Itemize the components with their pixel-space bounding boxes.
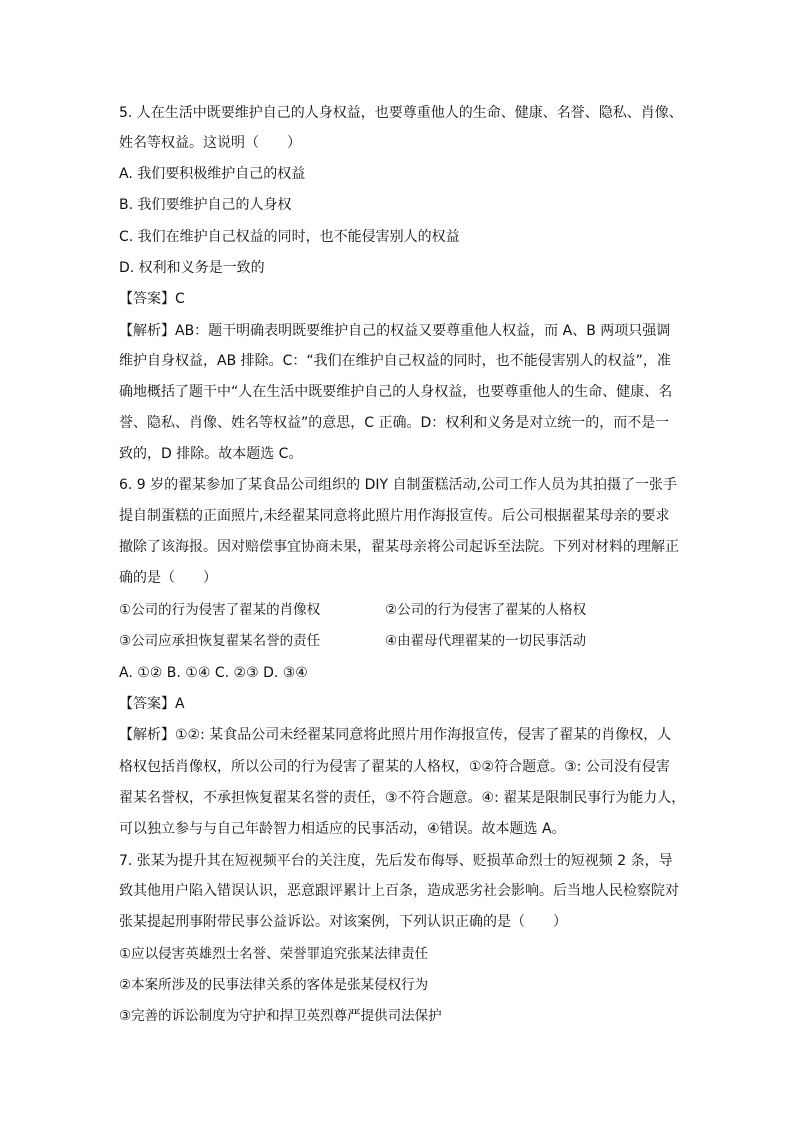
q7-stem-line: 张某提起刑事附带民事公益诉讼。对该案例，下列认识正确的是（ ） — [119, 914, 567, 930]
q7-stem-line: 致其他用户陷入错误认识，恶意跟评累计上百条，造成恶劣社会影响。后当地人民检察院对 — [119, 883, 679, 899]
q6-item-2: ②公司的行为侵害了翟某的人格权 — [385, 602, 587, 618]
q6-answer: 【答案】A — [119, 696, 185, 712]
q5-stem-line-1: 5. 人在生活中既要维护自己的人身权益，也要尊重他人的生命、健康、名誉、隐私、肖像、 — [119, 105, 683, 121]
q6-stem-line: 撤除了该海报。因对赔偿事宜协商未果，翟某母亲将公司起诉至法院。下列对材料的理解正 — [119, 539, 679, 555]
q6-item-4: ④由翟母代理翟某的一切民事活动 — [385, 633, 587, 649]
q5-analysis-line: 誉、隐私、肖像、姓名等权益”的意思，C 正确。D：权利和义务是对立统一的，而不是一 — [119, 415, 670, 431]
q6-analysis-line: 可以独立参与与自己年龄智力相适应的民事活动，④错误。故本题选 A。 — [119, 821, 566, 837]
q6-stem-line: 提自制蛋糕的正面照片,未经翟某同意将此照片用作海报宣传。后公司根据翟某母亲的要求 — [119, 508, 670, 524]
q6-item-1: ①公司的行为侵害了翟某的肖像权 — [119, 602, 321, 618]
q6-analysis-line: 格权包括肖像权，所以公司的行为侵害了翟某的人格权，①②符合题意。③: 公司没有侵害 — [119, 759, 670, 775]
q5-analysis-line: 维护自身权益，AB 排除。C：“我们在维护自己权益的同时，也不能侵害别人的权益”，准 — [119, 353, 671, 369]
q5-answer: 【答案】C — [119, 291, 185, 307]
q5-option-a: A. 我们要积极维护自己的权益 — [119, 166, 306, 182]
q6-analysis-line: 【解析】①②: 某食品公司未经翟某同意将此照片用作海报宣传，侵害了翟某的肖像权，人 — [119, 727, 672, 743]
q5-stem-line-2: 姓名等权益。这说明（ ） — [119, 135, 301, 151]
q5-analysis-line: 【解析】AB：题干明确表明既要维护自己的权益又要尊重他人权益，而 A、B 两项只强调 — [119, 323, 671, 339]
q7-item-2: ②本案所涉及的民事法律关系的客体是张某侵权行为 — [119, 977, 429, 993]
q5-option-c: C. 我们在维护自己权益的同时，也不能侵害别人的权益 — [119, 229, 460, 245]
q6-analysis-line: 翟某名誉权，不承担恢复翟某名誉的责任，③不符合题意。④: 翟某是限制民事行为能力人， — [119, 790, 686, 806]
q7-stem-line: 7. 张某为提升其在短视频平台的关注度，先后发布侮辱、贬损革命烈士的短视频 2 条，导 — [119, 853, 673, 869]
q5-analysis-line: 致的，D 排除。故本题选 C。 — [119, 446, 303, 462]
q6-stem-line: 6. 9 岁的翟某参加了某食品公司组织的 DIY 自制蛋糕活动,公司工作人员为其拍摄了一张手 — [119, 477, 677, 493]
q7-item-3: ③完善的诉讼制度为守护和捍卫英烈尊严提供司法保护 — [119, 1008, 442, 1024]
q7-item-1: ①应以侵害英雄烈士名誉、荣誉罪追究张某法律责任 — [119, 946, 429, 962]
q6-item-3: ③公司应承担恢复翟某名誉的责任 — [119, 633, 321, 649]
q6-stem-line: 确的是（ ） — [119, 570, 217, 586]
q5-option-d: D. 权利和义务是一致的 — [119, 260, 265, 276]
q5-option-b: B. 我们要维护自己的人身权 — [119, 197, 292, 213]
q5-analysis-line: 确地概括了题干中“人在生活中既要维护自己的人身权益，也要尊重他人的生命、健康、名 — [119, 384, 673, 400]
q6-choices: A. ①② B. ①④ C. ②③ D. ③④ — [119, 665, 308, 681]
